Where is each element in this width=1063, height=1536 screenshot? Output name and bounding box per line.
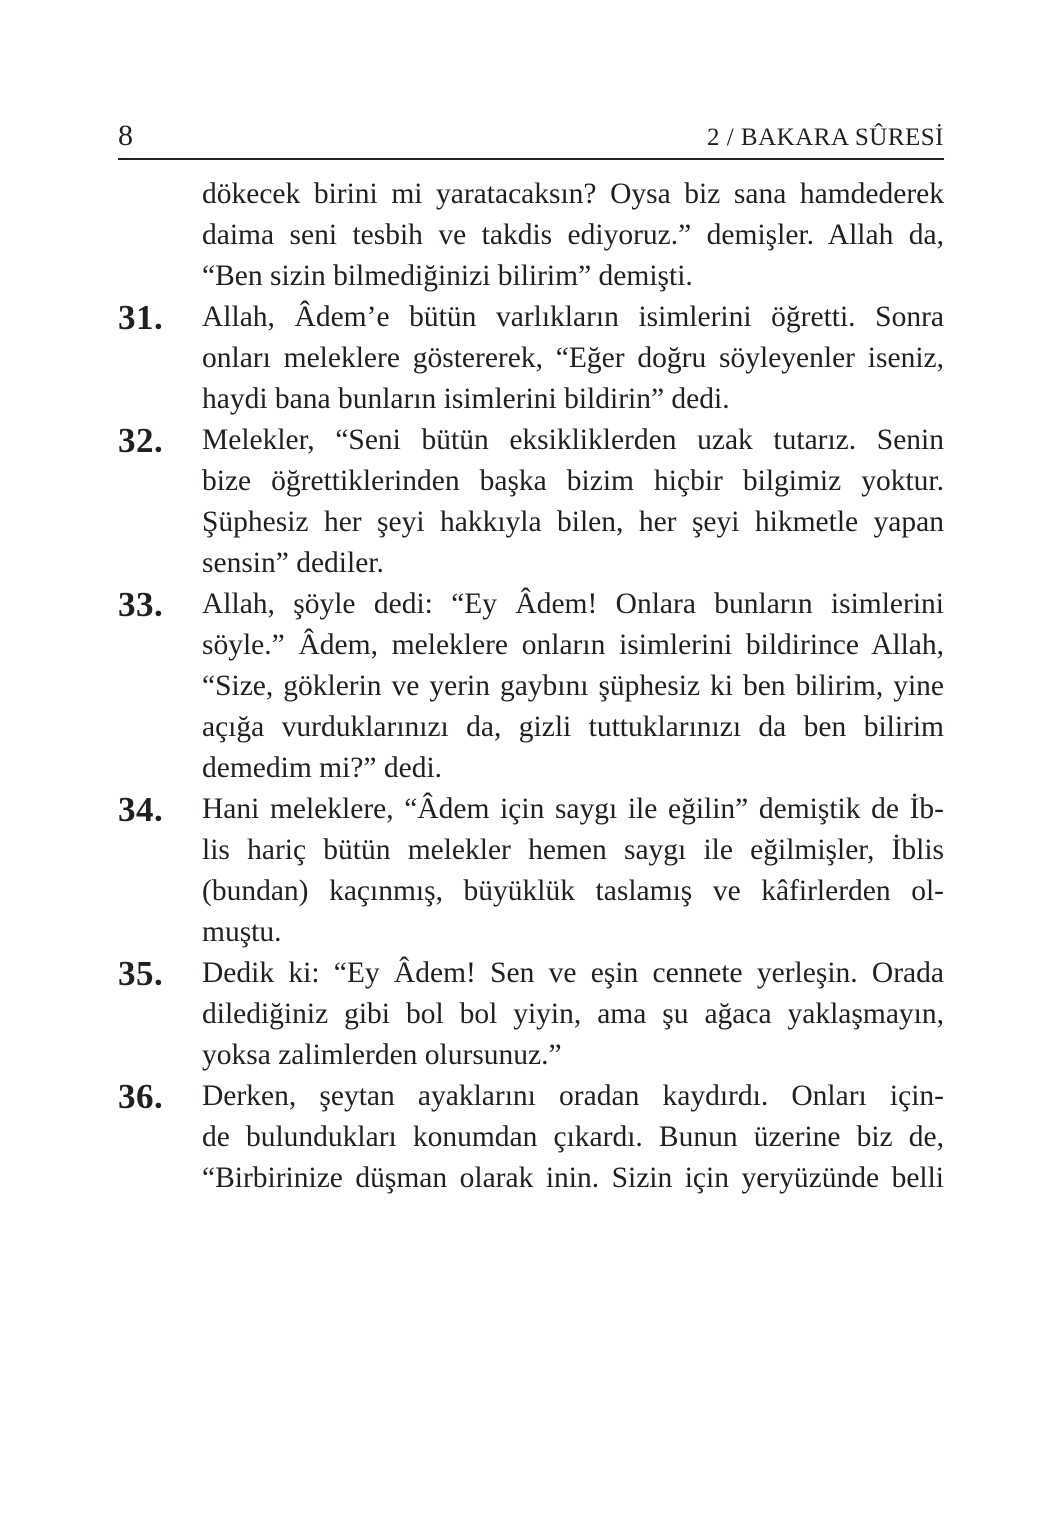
verse-number: 32. [118, 421, 164, 460]
line-text: Dedik ki: “Ey Âdem! Sen ve eşin cennete yerleşin. Orada [202, 957, 944, 989]
verse-33-line [118, 584, 944, 625]
text-line [118, 666, 944, 707]
text-line [118, 543, 944, 584]
text-line [118, 256, 944, 297]
line-text: “Ben sizin bilmediğinizi bilirim” demişti. [202, 260, 693, 292]
verse-35-line [118, 953, 944, 994]
line-text: muştu. [202, 916, 282, 948]
text-line [118, 625, 944, 666]
text-line [118, 748, 944, 789]
text-line [118, 871, 944, 912]
text-line [118, 502, 944, 543]
verse-number: 33. [118, 585, 164, 624]
text-line [118, 1035, 944, 1076]
page-number: 8 [118, 119, 133, 152]
line-text: sensin” dediler. [202, 547, 384, 579]
page-header [118, 118, 944, 160]
text-line [118, 174, 944, 215]
page-body [118, 174, 944, 1199]
line-text: dilediğiniz gibi bol bol yiyin, ama şu ağaca yaklaşmayın, [202, 998, 944, 1030]
text-line [118, 994, 944, 1035]
verse-34-line [118, 789, 944, 830]
line-text: açığa vurduklarınızı da, gizli tuttuklarınızı da ben bilirim [202, 711, 944, 743]
line-text: Şüphesiz her şeyi hakkıyla bilen, her şeyi hikmetle yapan [202, 506, 944, 538]
line-text: demedim mi?” dedi. [202, 752, 443, 784]
line-text: “Birbirinize düşman olarak inin. Sizin için yeryüzünde belli [202, 1162, 944, 1194]
text-line [118, 1158, 944, 1199]
verse-31-line [118, 297, 944, 338]
text-line [118, 215, 944, 256]
line-text: Melekler, “Seni bütün eksikliklerden uzak tutarız. Senin [202, 424, 944, 456]
running-head: 2 / BAKARA SÛRESİ [706, 124, 944, 151]
line-text: haydi bana bunların isimlerini bildirin” dedi. [202, 383, 730, 415]
verse-36-line [118, 1076, 944, 1117]
verse-number: 31. [118, 298, 164, 337]
line-text: yoksa zalimlerden olursunuz.” [202, 1039, 562, 1071]
line-text: (bundan) kaçınmış, büyüklük taslamış ve kâfirlerden ol- [202, 875, 944, 907]
verse-number: 35. [118, 954, 164, 993]
text-line [118, 1117, 944, 1158]
line-text: Derken, şeytan ayaklarını oradan kaydırdı. Onları için- [202, 1080, 944, 1112]
verse-number: 36. [118, 1077, 164, 1116]
text-line [118, 707, 944, 748]
line-text: lis hariç bütün melekler hemen saygı ile eğilmişler, İblis [202, 834, 944, 866]
line-text: Allah, Âdem’e bütün varlıkların isimlerini öğretti. Sonra [202, 301, 944, 333]
text-line [118, 830, 944, 871]
verse-32-line [118, 420, 944, 461]
text-line [118, 912, 944, 953]
line-text: “Size, göklerin ve yerin gaybını şüphesiz ki ben bilirim, yine [202, 670, 944, 702]
line-text: daima seni tesbih ve takdis ediyoruz.” demişler. Allah da, [202, 219, 944, 251]
text-line [118, 461, 944, 502]
line-text: Hani meleklere, “Âdem için saygı ile eğilin” demiştik de İb- [202, 793, 944, 825]
line-text: bize öğrettiklerinden başka bizim hiçbir bilgimiz yoktur. [202, 465, 944, 497]
line-text: onları meleklere göstererek, “Eğer doğru söyleyenler iseniz, [202, 342, 944, 374]
verse-number: 34. [118, 790, 164, 829]
line-text: söyle.” Âdem, meleklere onların isimlerini bildirince Allah, [202, 629, 944, 661]
text-line [118, 379, 944, 420]
line-text: de bulundukları konumdan çıkardı. Bunun üzerine biz de, [202, 1121, 944, 1153]
text-line [118, 338, 944, 379]
line-text: dökecek birini mi yaratacaksın? Oysa biz sana hamdederek [202, 178, 944, 210]
line-text: Allah, şöyle dedi: “Ey Âdem! Onlara bunların isimlerini [202, 588, 944, 620]
